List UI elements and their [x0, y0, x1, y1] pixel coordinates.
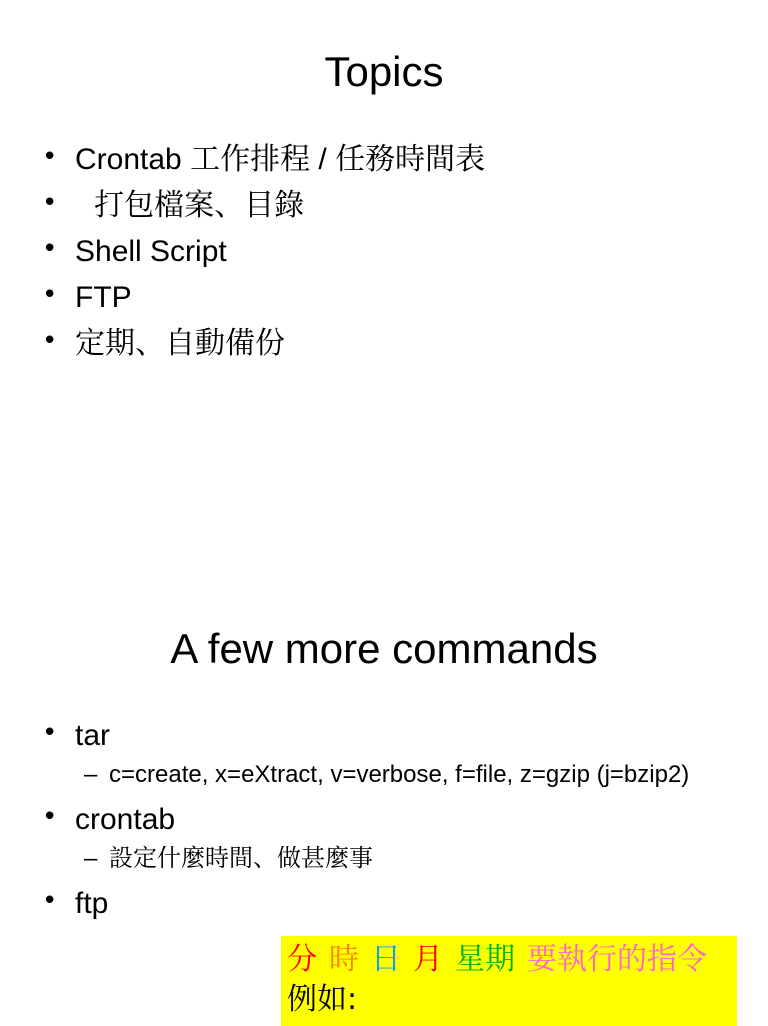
field-day: 日: [371, 942, 401, 977]
field-hour: 時: [329, 942, 359, 977]
list-item: [0, 275, 485, 321]
field-month: 月: [413, 942, 443, 977]
bullet-icon: •: [42, 188, 58, 218]
list-item-text: 打包檔案、目錄: [75, 188, 305, 223]
slide-title: A few more commands: [170, 625, 598, 672]
list-item-text: Crontab 工作排程 / 任務時間表: [75, 143, 486, 176]
bullet-icon: •: [42, 886, 58, 916]
crontab-format-callout: [281, 936, 737, 1026]
bullet-icon: •: [42, 326, 58, 356]
slide-topics: [0, 0, 768, 512]
list-item: [0, 713, 729, 759]
bullet-icon: •: [42, 718, 58, 748]
bullet-icon: •: [42, 280, 58, 310]
command-label: ftp: [75, 887, 109, 920]
list-item-text: FTP: [75, 281, 132, 314]
callout-example-label: 例如:: [287, 982, 358, 1017]
command-description: c=create, x=eXtract, v=verbose, f=file, z=gzip (j=bzip2): [109, 761, 690, 788]
bullet-icon: •: [42, 234, 58, 264]
dash-icon: –: [84, 761, 98, 788]
bullet-icon: •: [42, 142, 58, 172]
slide-commands: [0, 512, 768, 1024]
list-item: [0, 183, 485, 229]
bullet-icon: •: [42, 802, 58, 832]
list-item: [0, 229, 485, 275]
list-item: [0, 137, 485, 183]
topics-list: [0, 137, 485, 367]
list-item: [0, 881, 729, 927]
crontab-fields: [287, 940, 731, 980]
list-item: [0, 797, 729, 843]
field-minute: 分: [287, 942, 317, 977]
commands-list: [0, 713, 729, 927]
dash-icon: –: [84, 845, 98, 872]
command-description: 設定什麼時間、做甚麼事: [109, 844, 373, 872]
command-label: crontab: [75, 803, 176, 836]
list-item: [0, 321, 485, 367]
list-item-text: 定期、自動備份: [75, 326, 285, 361]
sub-list-item: [0, 842, 729, 875]
list-item-text: Shell Script: [75, 235, 227, 268]
slide-title: Topics: [324, 48, 444, 95]
field-command: 要執行的指令: [527, 942, 707, 977]
field-weekday: 星期: [455, 942, 515, 977]
command-label: tar: [75, 719, 111, 752]
sub-list-item: [0, 758, 729, 791]
